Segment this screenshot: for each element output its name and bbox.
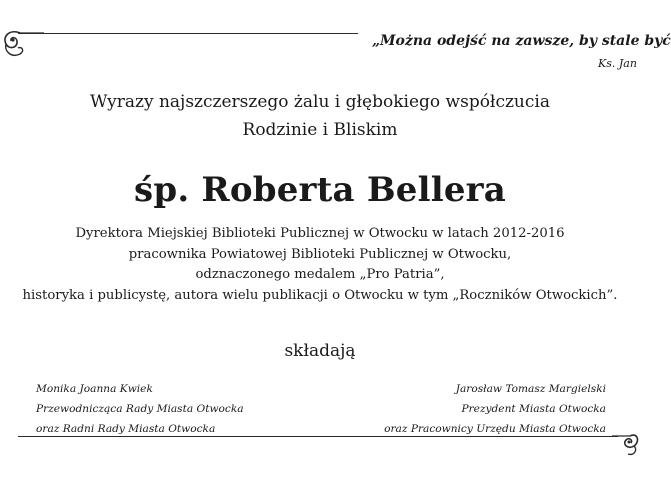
epigraph-author: Ks. Jan: [598, 57, 637, 70]
biography: [0, 224, 640, 306]
deceased-name: śp. Roberta Bellera: [134, 170, 506, 210]
scroll-ornament-icon: [612, 418, 640, 458]
bio-line: odznaczonego medalem „Pro Patria”,: [195, 267, 445, 282]
bio-line: Dyrektora Miejskiej Biblioteki Publicznej w Otwocku w latach 2012-2016: [75, 226, 565, 241]
condolence-line-2: Rodzinie i Bliskim: [242, 120, 398, 140]
signature-left: [36, 379, 244, 439]
bio-line: pracownika Powiatowej Biblioteki Publicznej w Otwocku,: [128, 246, 512, 262]
signer-name: Monika Joanna Kwiek: [36, 383, 153, 395]
signer-extra: oraz Radni Rady Miasta Otwocka: [36, 423, 216, 435]
epigraph-quote: „Można odejść na zawsze, by stale być: [372, 33, 671, 49]
bottom-divider: [18, 436, 618, 437]
signer-title: Przewodnicząca Rady Miasta Otwocka: [36, 403, 244, 415]
signer-title: Prezydent Miasta Otwocka: [461, 403, 606, 415]
signer-name: Jarosław Tomasz Margielski: [455, 383, 606, 395]
signature-right: [384, 379, 606, 439]
signer-extra: oraz Pracownicy Urzędu Miasta Otwocka: [384, 423, 606, 435]
scroll-ornament-icon: [0, 24, 44, 64]
bio-line: historyka i publicystę, autora wielu publikacji o Otwocku w tym „Roczników Otwockich”.: [22, 287, 618, 303]
condolence-line-1: Wyrazy najszczerszego żalu i głębokiego współczucia: [90, 92, 550, 112]
top-divider: [18, 33, 358, 34]
submitted-by-label: składają: [284, 341, 356, 361]
